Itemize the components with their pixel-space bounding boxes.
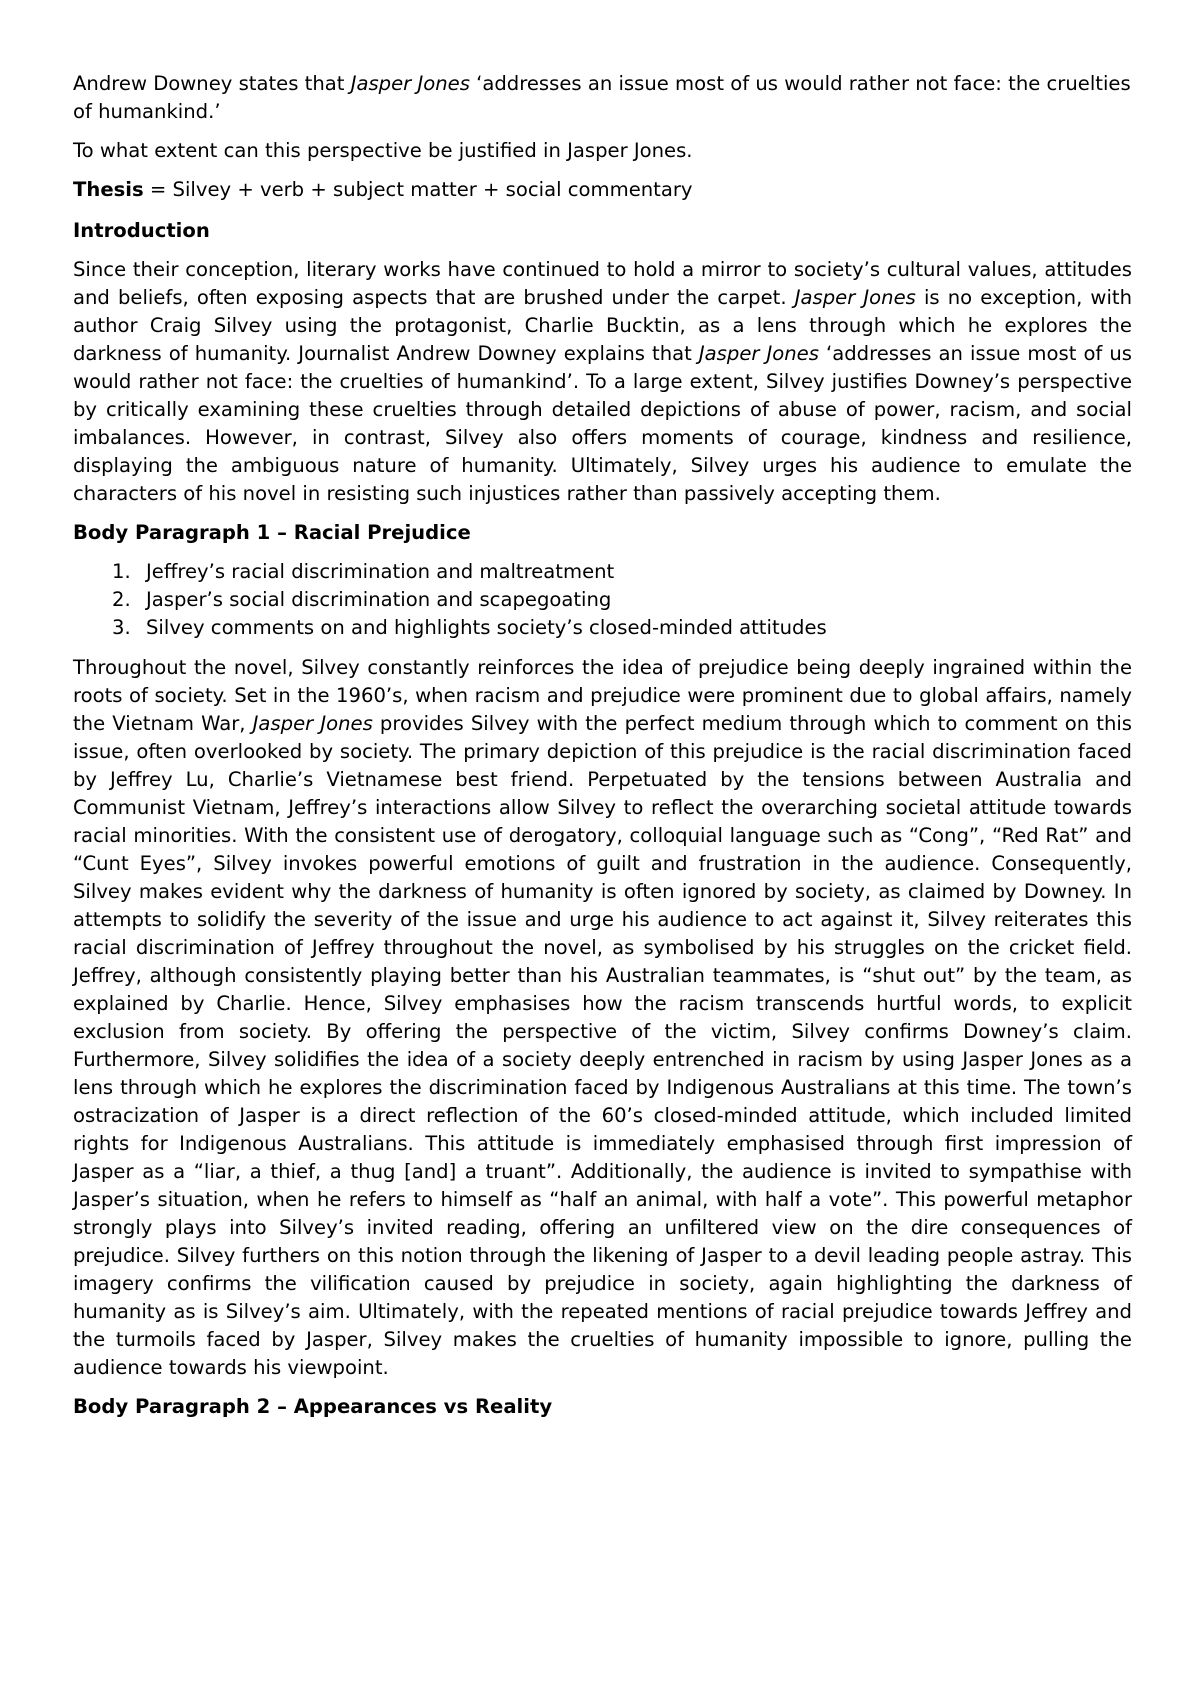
list-item: 2. Jasper’s social discrimination and scapegoating	[112, 588, 612, 611]
book-title: Jasper Jones	[252, 712, 373, 735]
book-title: Jasper Jones	[698, 342, 819, 365]
prompt-paragraph: Andrew Downey states that Jasper Jones ‘addresses an issue most of us would rather not face: the cruelties of humankind.’	[73, 72, 1131, 123]
book-title: Jasper Jones	[350, 72, 470, 95]
list-item: 3. Silvey comments on and highlights society’s closed-minded attitudes	[112, 616, 827, 639]
introduction-paragraph: Since their conception, literary works have continued to hold a mirror to society’s cultural values, attitudes and beliefs, often exposing aspects that are brushed under the carpet. Jasper Jones is no exception, with author Craig Silvey using the protagonist, Charlie Bucktin, as a lens through which he explores the darkness of humanity. Journalist Andrew Downey explains that Jasper Jones ‘addresses an issue most of us would rather not face: the cruelties of humankind’. To a large extent, Silvey justifies Downey’s perspective by critically examining these cruelties through detailed depictions of abuse of power, racism, and social imbalances. However, in contrast, Silvey also offers moments of courage, kindness and resilience, displaying the ambiguous nature of humanity. Ultimately, Silvey urges his audience to emulate the characters of his novel in resisting such injustices rather than passively accepting them.	[73, 258, 1133, 505]
introduction-heading: Introduction	[73, 219, 210, 242]
body-paragraph-2-heading: Body Paragraph 2 – Appearances vs Reality	[73, 1395, 553, 1418]
question-paragraph: To what extent can this perspective be justified in Jasper Jones.	[73, 139, 693, 162]
body-paragraph-1-points	[73, 558, 1132, 642]
body-paragraph-1-text: Throughout the novel, Silvey constantly reinforces the idea of prejudice being deeply ingrained within the roots of society. Set in the 1960’s, when racism and prejudice were prominent due to global affairs, namely the Vietnam War, Jasper Jones provides Silvey with the perfect medium through which to comment on this issue, often overlooked by society. The primary depiction of this prejudice is the racial discrimination faced by Jeffrey Lu, Charlie’s Vietnamese best friend. Perpetuated by the tensions between Australia and Communist Vietnam, Jeffrey’s interactions allow Silvey to reflect the overarching societal attitude towards racial minorities. With the consistent use of derogatory, colloquial language such as “Cong”, “Red Rat” and “Cunt Eyes”, Silvey invokes powerful emotions of guilt and frustration in the audience. Consequently, Silvey makes evident why the darkness of humanity is often ignored by society, as claimed by Downey. In attempts to solidify the severity of the issue and urge his audience to act against it, Silvey reiterates this racial discrimination of Jeffrey throughout the novel, as symbolised by his struggles on the cricket field. Jeffrey, although consistently playing better than his Australian teammates, is “shut out” by the team, as explained by Charlie. Hence, Silvey emphasises how the racism transcends hurtful words, to explicit exclusion from society. By offering the perspective of the victim, Silvey confirms Downey’s claim. Furthermore, Silvey solidifies the idea of a society deeply entrenched in racism by using Jasper Jones as a lens through which he explores the discrimination faced by Indigenous Australians at this time. The town’s ostracization of Jasper is a direct reflection of the 60’s closed-minded attitude, which included limited rights for Indigenous Australians. This attitude is immediately emphasised through first impression of Jasper as a “liar, a thief, a thug [and] a truant”. Additionally, the audience is invited to sympathise with Jasper’s situation, when he refers to himself as “half an animal, with half a vote”. This powerful metaphor strongly plays into Silvey’s invited reading, offering an unfiltered view on the dire consequences of prejudice. Silvey furthers on this notion through the likening of Jasper to a devil leading people astray. This imagery confirms the vilification caused by prejudice in society, again highlighting the darkness of humanity as is Silvey’s aim. Ultimately, with the repeated mentions of racial prejudice towards Jeffrey and the turmoils faced by Jasper, Silvey makes the cruelties of humanity impossible to ignore, pulling the audience towards his viewpoint.	[73, 656, 1133, 1379]
list-item: 1. Jeffrey’s racial discrimination and maltreatment	[112, 560, 615, 583]
body-paragraph-1-heading: Body Paragraph 1 – Racial Prejudice	[73, 521, 471, 544]
book-title: Jasper Jones	[794, 286, 916, 309]
thesis-formula: Thesis = Silvey + verb + subject matter + social commentary	[73, 178, 693, 201]
thesis-label: Thesis	[73, 178, 144, 201]
